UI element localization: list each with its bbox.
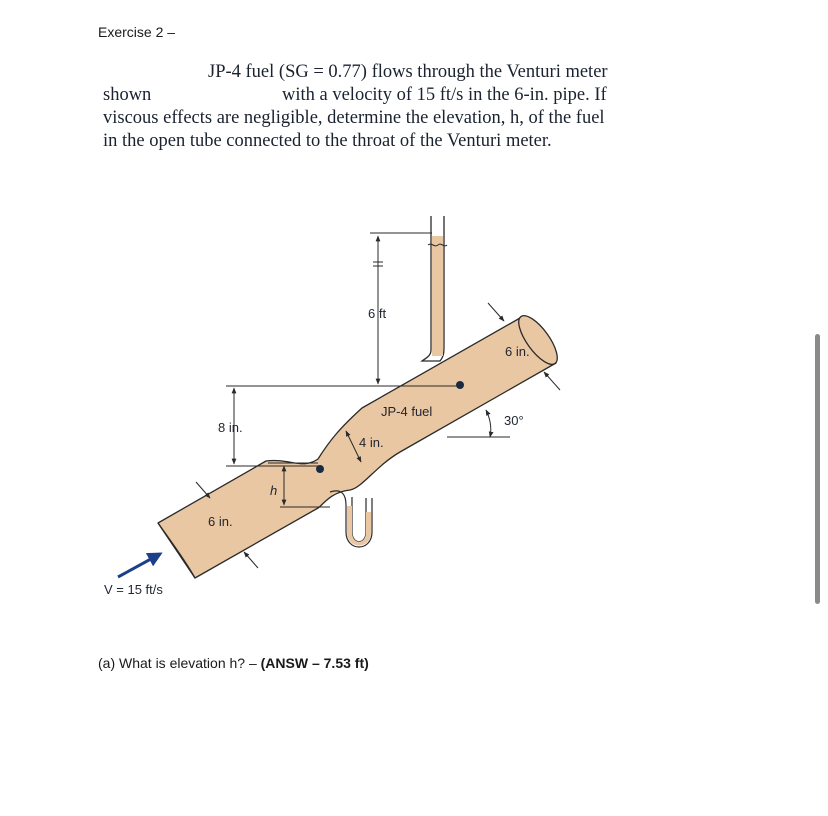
velocity-arrow <box>118 554 160 577</box>
question-answer: (ANSW – 7.53 ft) <box>260 655 369 671</box>
label-velocity: V = 15 ft/s <box>104 582 163 597</box>
venturi-pipe <box>158 318 556 578</box>
vertical-scrollbar[interactable] <box>815 334 820 604</box>
label-6in-bottom: 6 in. <box>208 514 233 529</box>
problem-line-2b: with a velocity of 15 ft/s in the 6-in. pipe. If <box>282 85 607 105</box>
label-8in: 8 in. <box>218 420 243 435</box>
fuel-column-top <box>432 236 443 356</box>
exercise-heading: Exercise 2 – <box>98 24 176 40</box>
label-6ft: 6 ft <box>368 306 387 321</box>
label-30-deg: 30° <box>504 413 524 428</box>
angle-30-arc <box>486 410 491 437</box>
problem-line-2a: shown <box>103 85 152 105</box>
label-6in-top: 6 in. <box>505 344 530 359</box>
label-h: h <box>270 483 278 498</box>
question-a <box>98 655 369 671</box>
question-text: (a) What is elevation h? – <box>98 655 261 671</box>
point-1-dot <box>456 381 464 389</box>
problem-line-4: in the open tube connected to the throat of the Venturi meter. <box>103 131 552 151</box>
problem-line-3: viscous effects are negligible, determine the elevation, h, of the fuel <box>103 108 605 128</box>
label-jp4-fuel: JP-4 fuel <box>381 404 433 419</box>
label-4in: 4 in. <box>359 435 384 450</box>
problem-line-1: JP-4 fuel (SG = 0.77) flows through the Venturi meter <box>208 62 608 82</box>
